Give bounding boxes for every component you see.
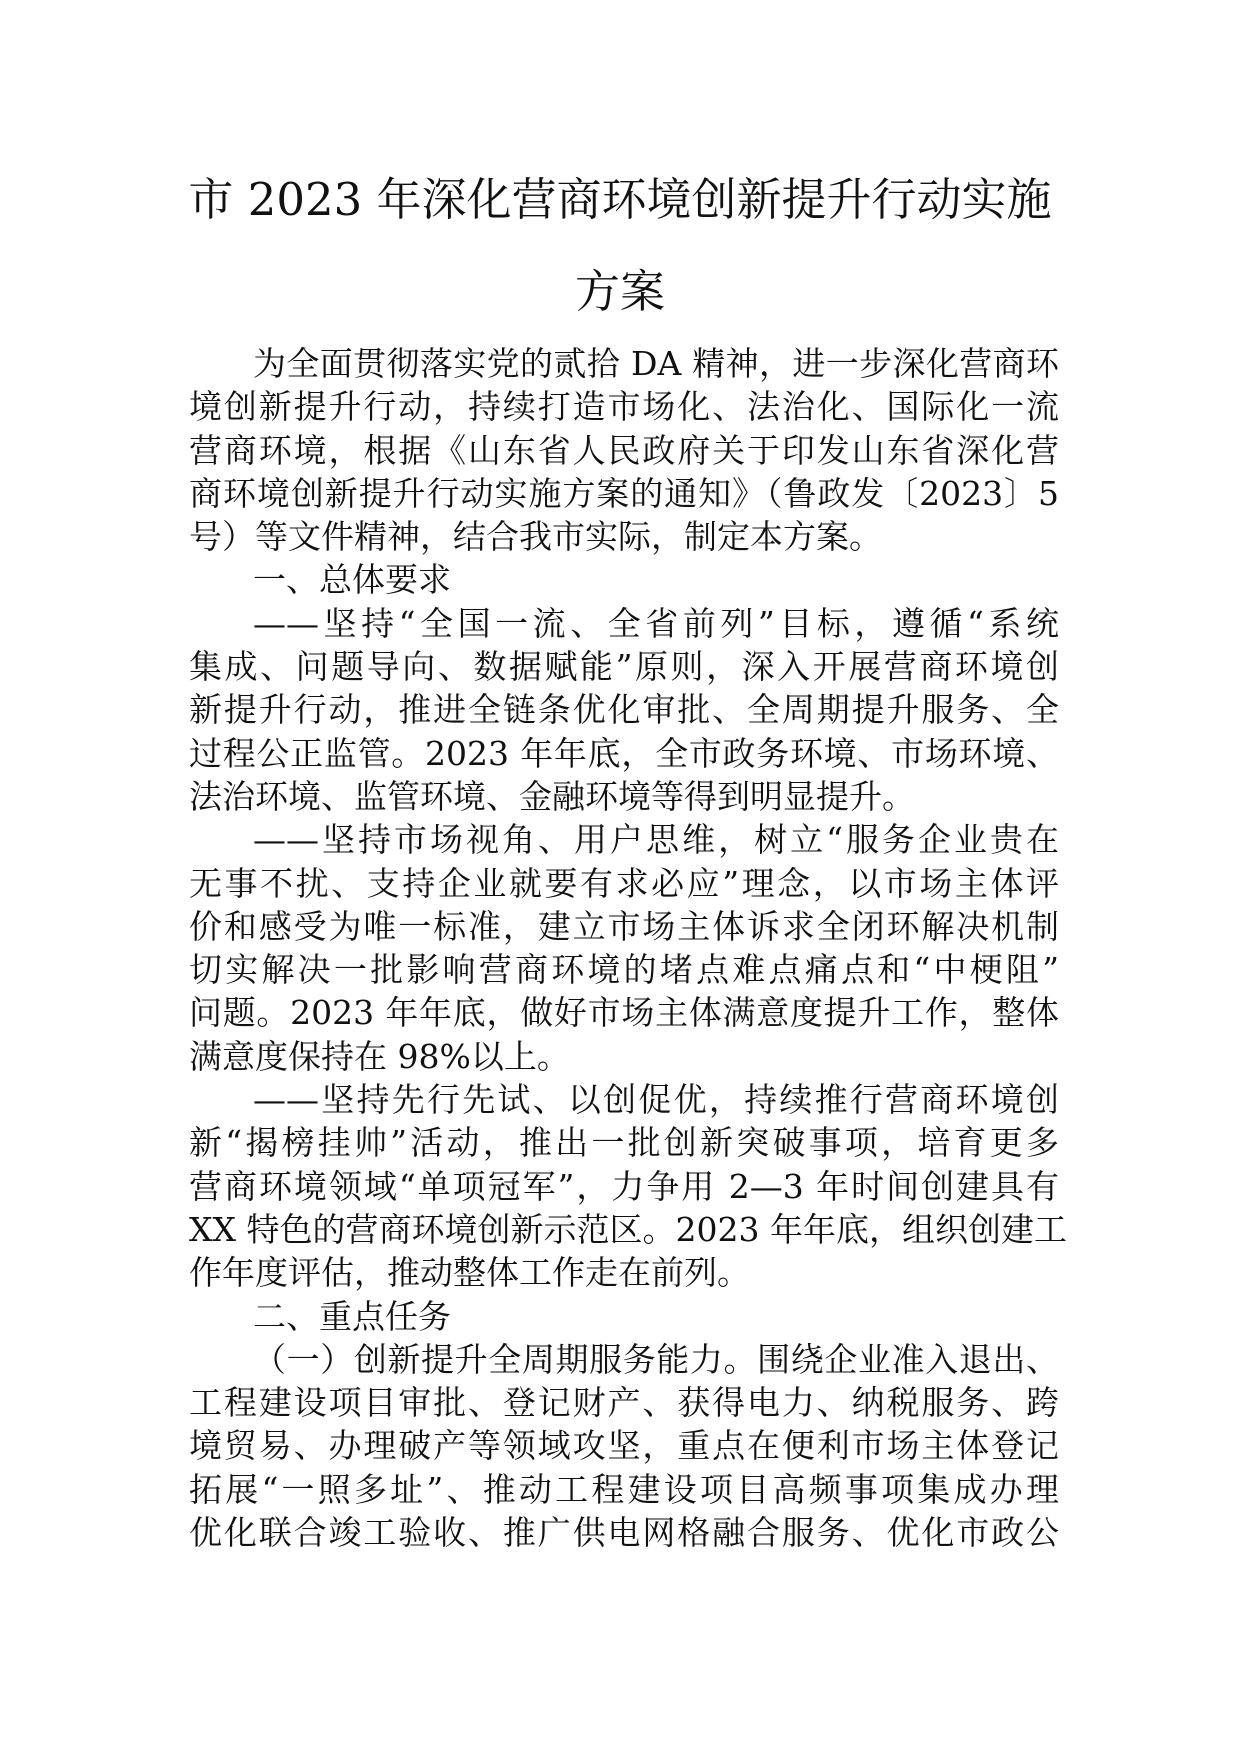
body-line: （一）创新提升全周期服务能力。围绕企业准入退出、 xyxy=(253,1339,1059,1379)
body-line: ——坚持市场视角、用户思维，树立“服务企业贵在 xyxy=(253,820,1059,860)
document-body xyxy=(189,342,1067,1554)
body-line: 境贸易、办理破产等领域攻坚，重点在便利市场主体登记 xyxy=(189,1426,1059,1466)
body-line: 新“揭榜挂帅”活动，推出一批创新突破事项，培育更多 xyxy=(189,1123,1059,1163)
body-line: 集成、问题导向、数据赋能”原则，深入开展营商环境创 xyxy=(189,647,1059,687)
body-line: ——坚持先行先试、以创促优，持续推行营商环境创 xyxy=(253,1080,1059,1120)
body-line: 工程建设项目审批、登记财产、获得电力、纳税服务、跨 xyxy=(189,1383,1059,1423)
body-line: 过程公正监管。2023 年年底，全市政务环境、市场环境、 xyxy=(189,733,1059,773)
body-line: 新提升行动，推进全链条优化审批、全周期提升服务、全 xyxy=(189,690,1059,730)
body-line: ——坚持“全国一流、全省前列”目标，遵循“系统 xyxy=(253,603,1059,643)
body-line: 营商环境，根据《山东省人民政府关于印发山东省深化营 xyxy=(189,430,1059,470)
body-line: 作年度评估，推动整体工作走在前列。 xyxy=(189,1253,750,1293)
body-line: 价和感受为唯一标准，建立市场主体诉求全闭环解决机制 xyxy=(189,906,1059,946)
body-line: 商环境创新提升行动实施方案的通知》（鲁政发〔2023〕5 xyxy=(189,473,1059,513)
body-line: 拓展“一照多址”、推动工程建设项目高频事项集成办理 xyxy=(189,1469,1059,1509)
body-line: 号）等文件精神，结合我市实际，制定本方案。 xyxy=(189,517,882,557)
body-line: 无事不扰、支持企业就要有求必应”理念，以市场主体评 xyxy=(189,863,1059,903)
body-line: 境创新提升行动，持续打造市场化、法治化、国际化一流 xyxy=(189,387,1059,427)
body-line: 为全面贯彻落实党的贰拾 DA 精神，进一步深化营商环 xyxy=(253,344,1059,383)
body-line: XX 特色的营商环境创新示范区。2023 年年底，组织创建工 xyxy=(189,1209,1067,1249)
body-line: 法治环境、监管环境、金融环境等得到明显提升。 xyxy=(189,776,915,816)
body-line: 问题。2023 年年底，做好市场主体满意度提升工作，整体 xyxy=(189,993,1059,1033)
body-line: 营商环境领域“单项冠军”，力争用 2—3 年时间创建具有 xyxy=(189,1166,1059,1206)
document-title-line-2: 方案 xyxy=(574,265,665,318)
body-line: 切实解决一批影响营商环境的堵点难点痛点和“中梗阻” xyxy=(189,950,1059,990)
section-heading-overall-requirements: 一、总体要求 xyxy=(253,560,451,600)
document-title-line-1: 市 2023 年深化营商环境创新提升行动实施 xyxy=(188,173,1052,226)
body-line: 优化联合竣工验收、推广供电网格融合服务、优化市政公 xyxy=(189,1513,1059,1553)
body-line: 满意度保持在 98%以上。 xyxy=(189,1036,570,1076)
section-heading-key-tasks: 二、重点任务 xyxy=(253,1296,451,1336)
